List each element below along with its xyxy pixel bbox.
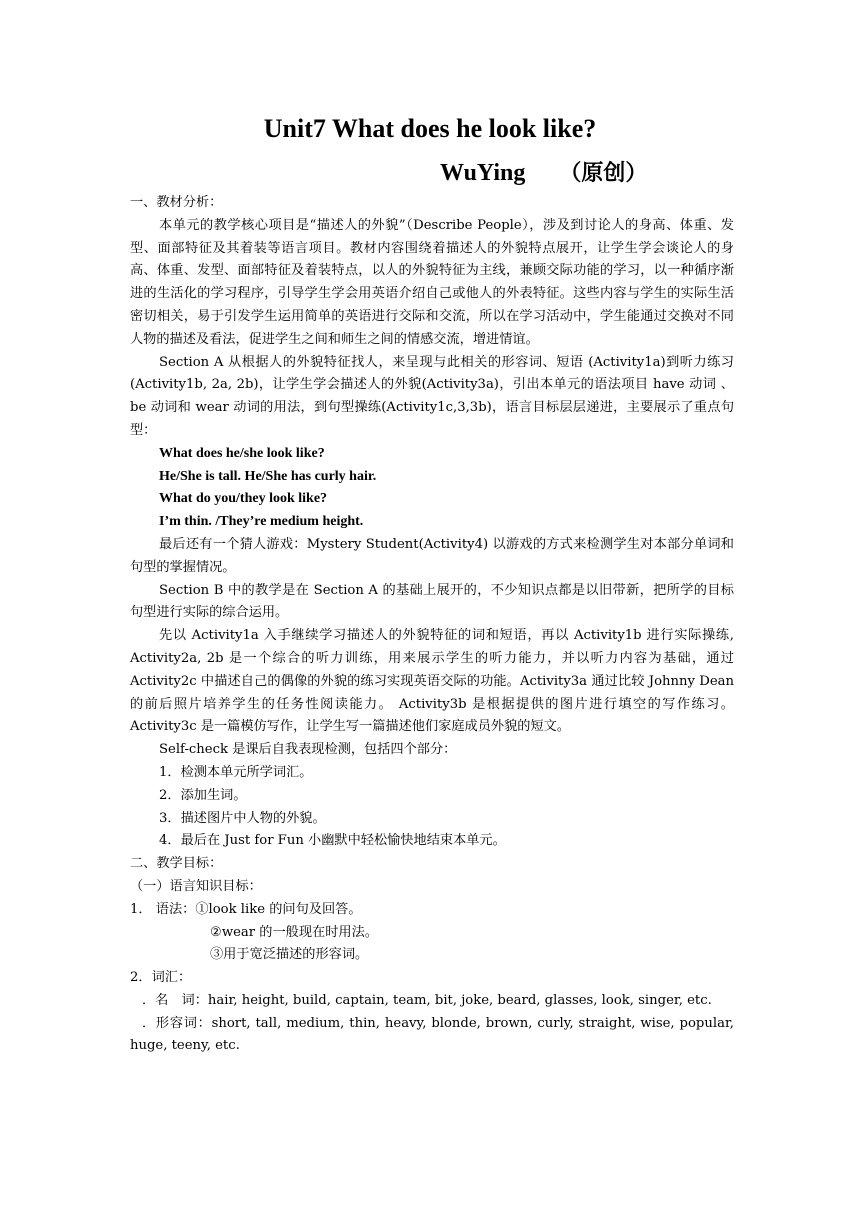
section-heading: 一、教材分析： [130,195,223,210]
paragraph: Section A 从根据人的外貌特征找人，来呈现与此相关的形容词、短语 (Activity1a)到听力练习(Activity1b, 2a, 2b)，让学生学会描述人的外貌(Activity3a)，引出本单元的语法项目 have 动词 、be 动词和 wear 动词的用法，到句型操练(Activity1c,3,3b)，语言目标层层递进，主要展示了重点句型： [130,354,734,438]
paragraph: 最后还有一个猜人游戏：Mystery Student(Activity4) 以游戏的方式来检测学生对本部分单词和句型的掌握情况。 [130,536,734,575]
vocabulary-heading: 2．词汇： [130,970,192,986]
paragraph: Section B 中的教学是在 Section A 的基础上展开的，不少知识点都是以旧带新，把所学的目标句型进行实际的综合运用。 [130,582,734,621]
paragraph: 先以 Activity1a 入手继续学习描述人的外貌特征的词和短语，再以 Activity1b 进行实际操练, Activity2a, 2b 是一个综合的听力训练，用来展示学生的听力能力，并以听力内容为基础，通过 Activity2c 中描述自己的偶像的外貌的练习实现英语交际的功能。Activity3a 通过比较 Johnny Dean 的前后照片培养学生的任务性阅读能力。 Activity3b 是根据提供的图片进行填空的写作练习。Activity3c 是一篇模仿写作，让学生写一篇描述他们家庭成员外貌的短文。 [130,628,734,735]
document-body [130,192,734,1058]
sentence-pattern: What do you/they look like? [159,491,328,507]
author-line [440,156,647,190]
grammar-subitem: ②wear 的一般现在时用法。 [210,924,378,940]
grammar-subitem: ③用于宽泛描述的形容词。 [210,947,369,963]
noun-list: ．名 词：hair, height, build, captain, team, bit, joke, beard, glasses, look, singer, etc. [142,992,712,1008]
author-note: （原创） [559,160,648,186]
list-item: 4．最后在 Just for Fun 小幽默中轻松愉快地结束本单元。 [159,833,506,849]
adjective-list: ．形容词：short, tall, medium, thin, heavy, blonde, brown, curly, straight, wise, popular, huge, teeny, etc. [130,1015,734,1054]
list-item: 3．描述图片中人物的外貌。 [159,810,326,826]
document-title: Unit7 What does he look like? [263,114,597,143]
author-name: WuYing [440,160,526,186]
paragraph: Self-check 是课后自我表现检测，包括四个部分： [159,742,457,758]
grammar-item: 1． 语法：①look like 的问句及回答。 [130,901,362,917]
subsection-heading: （一）语言知识目标： [130,878,262,894]
sentence-pattern: What does he/she look like? [159,445,325,461]
sentence-pattern: I’m thin. /They’re medium height. [159,514,364,530]
list-item: 2．添加生词。 [159,787,247,803]
sentence-pattern: He/She is tall. He/She has curly hair. [159,468,377,484]
paragraph: 本单元的教学核心项目是“描述人的外貌”（Describe People），涉及到讨论人的身高、体重、发型、面部特征及其着装等语言项目。教材内容围绕着描述人的外貌特点展开，让学生学会谈论人的身高、体重、发型、面部特征及着装特点，以人的外貌特征为主线，兼顾交际功能的学习，以一种循序渐进的生活化的学习程序，引导学生学会用英语介绍自己或他人的外表特征。这些内容与学生的实际生活密切相关，易于引发学生运用简单的英语进行交际和交流，所以在学习活动中，学生能通过交换对不同人物的描述及看法，促进学生之间和师生之间的情感交流，增进情谊。 [130,217,734,347]
list-item: 1．检测本单元所学词汇。 [159,764,313,780]
section-heading: 二、教学目标： [130,856,223,872]
